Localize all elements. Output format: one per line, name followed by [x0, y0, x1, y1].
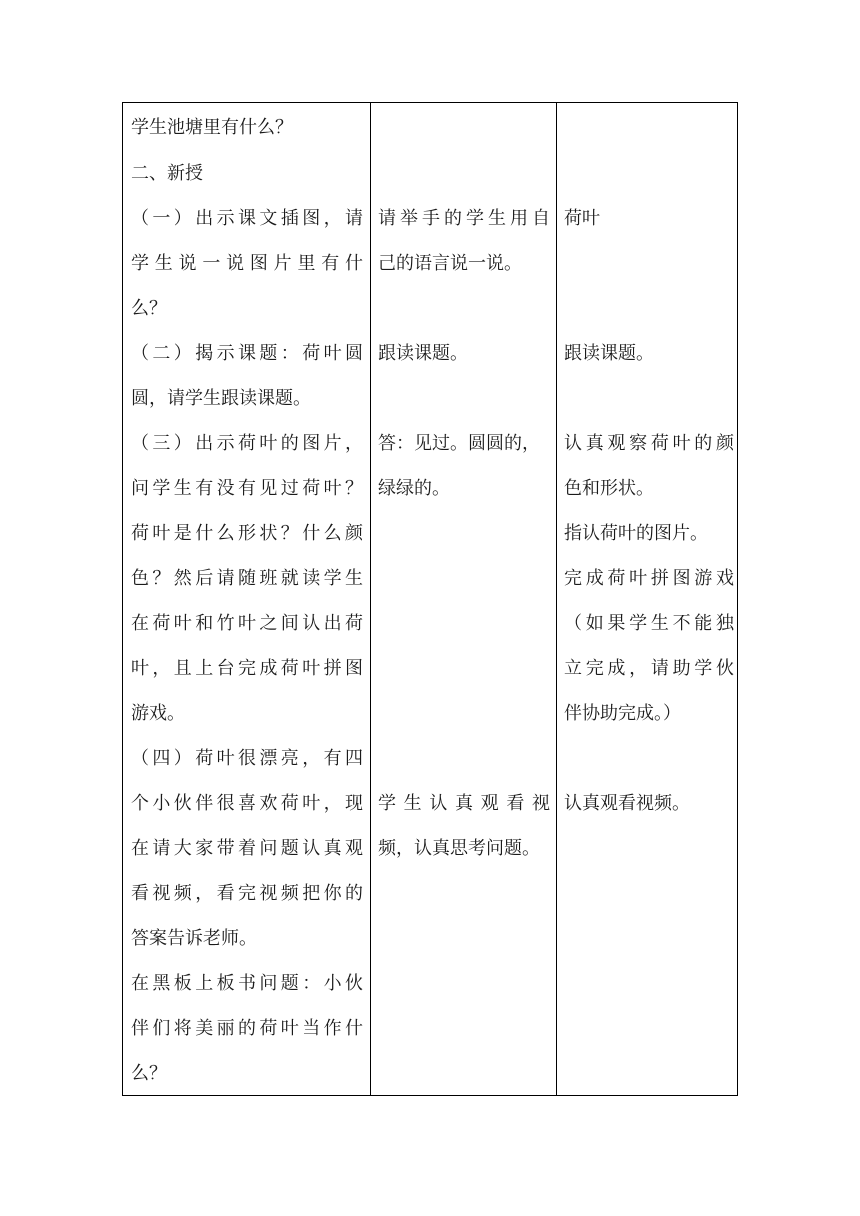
- col1-line: 看视频，看完视频把你的: [131, 883, 363, 904]
- col1-line: 答案告诉老师。: [131, 928, 257, 949]
- col1-line: 个小伙伴很喜欢荷叶，现: [131, 793, 363, 814]
- col1-line: 游戏。: [131, 703, 185, 724]
- col1-line: 学生池塘里有什么？: [131, 117, 293, 138]
- col1-line: 在黑板上板书问题：小伙: [131, 973, 363, 994]
- col3-line: 跟读课题。: [564, 343, 654, 364]
- col2-line: 答：见过。圆圆的，: [378, 433, 540, 454]
- col1-line: 问学生有没有见过荷叶？: [131, 478, 363, 499]
- col1-line: 圆，请学生跟读课题。: [131, 388, 311, 409]
- col2-line: 绿绿的。: [378, 478, 450, 499]
- col1-line: 么？: [131, 1063, 167, 1084]
- col1-line: （二）揭示课题：荷叶圆: [131, 343, 363, 364]
- col1-line: （三）出示荷叶的图片，: [131, 433, 363, 454]
- column-divider-1: [370, 103, 371, 1095]
- col1-line: 荷叶是什么形状？什么颜: [131, 523, 363, 544]
- col3-line: 认真观看视频。: [564, 793, 690, 814]
- col1-line: 叶，且上台完成荷叶拼图: [131, 658, 363, 679]
- col2-line: 跟读课题。: [378, 343, 468, 364]
- col3-line: 荷叶: [564, 208, 600, 229]
- col1-line: 在荷叶和竹叶之间认出荷: [131, 613, 363, 634]
- col3-line: 完成荷叶拼图游戏: [564, 568, 734, 589]
- col2-line: 请举手的学生用自: [378, 208, 550, 229]
- col1-line: 么？: [131, 298, 167, 319]
- col3-line: 伴协助完成。）: [564, 703, 681, 724]
- col3-line: （如果学生不能独: [564, 613, 734, 634]
- col2-line: 频，认真思考问题。: [378, 838, 540, 859]
- col1-line: （四）荷叶很漂亮，有四: [131, 748, 363, 769]
- col1-line: 二、新授: [131, 163, 203, 184]
- column-divider-2: [556, 103, 557, 1095]
- col3-line: 色和形状。: [564, 478, 654, 499]
- col1-line: （一）出示课文插图，请: [131, 208, 363, 229]
- col3-line: 认真观察荷叶的颜: [564, 433, 734, 454]
- col1-line: 在请大家带着问题认真观: [131, 838, 363, 859]
- col1-line: 伴们将美丽的荷叶当作什: [131, 1018, 363, 1039]
- col2-line: 学生认真观看视: [378, 793, 550, 814]
- col2-line: 己的语言说一说。: [378, 253, 522, 274]
- col3-line: 立完成，请助学伙: [564, 658, 734, 679]
- col1-line: 色？然后请随班就读学生: [131, 568, 363, 589]
- col1-line: 学生说一说图片里有什: [131, 253, 363, 274]
- col3-line: 指认荷叶的图片。: [564, 523, 708, 544]
